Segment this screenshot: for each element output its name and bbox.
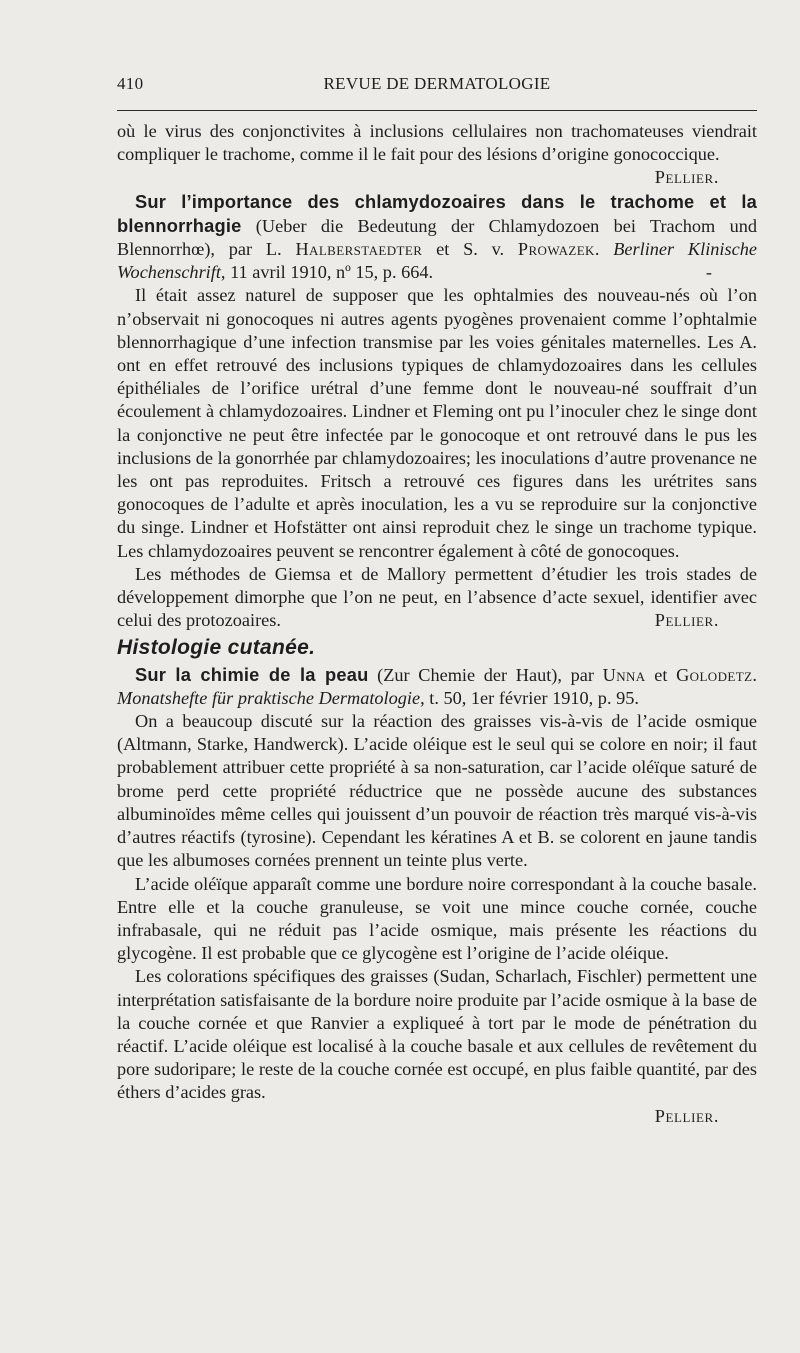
article2-and: et [645,664,677,685]
article2-signature: Pellier. [654,1105,719,1126]
page-body [117,120,757,1128]
header-rule [117,110,757,111]
article2-paragraph1: On a beaucoup discuté sur la réaction des graisses vis-à-vis de l’acide osmique (Altmann, Starke, Handwerck). L’acide oléique est le seul qui se colore en noir; il faut probablement attribuer cette propriété à sa non-saturation, car l’acide oléïque saturé de brome perd cette propriété réductrice que ne possède aucune des substances albuminoïdes même celles qui jouissent d’un pouvoir de réaction très marqué vis-à-vis d’autres réactifs (tyrosine). Cependant les kératines A et B. se colorent en jaune tandis que les albumoses cornées prennent un teinte plus verte. [117,711,757,871]
section-heading: Histologie cutanée. [117,636,316,660]
article2-title-german: (Zur Chemie der Haut), par [368,664,603,685]
article1-citation: , 11 avril 1910, nº 15, p. 664. [220,262,434,283]
article1-and: et S. v. [422,239,518,260]
article2-paragraph2: L’acide oléïque apparaît comme une bordure noire correspondant à la couche basale. Entre elle et la couche granuleuse, se voit une mince couche cornée, couche infrabasale, qui ne réduit pas l’acide osmique, mais présente les réactions du glycogène. Il est probable que ce glycogène est l’origine de l’acide oléique. [117,873,757,964]
article2-title-bold: Sur la chimie de la peau [135,663,369,685]
article1-paragraph2: Les méthodes de Giemsa et de Mallory permettent d’étudier les trois stades de développement dimorphe que l’on ne peut, en l’absence d’acte sexuel, identifier avec celui des protozoaires. [117,563,757,631]
running-header [117,74,757,98]
article2-sep: . [752,664,757,685]
article1-paragraph1: Il était assez naturel de supposer que les ophtalmies des nouveau-nés où l’on n’observait ni gonocoques ni autres agents pyogènes provenaient comme l’ophtalmie blennorrhagique d’une infection transmise par les voies génitales maternelles. Les A. ont en effet retrouvé des inclusions typiques de chlamydozoaires dans les cellules épithéliales de l’orifice urétral d’une femme dont le nouveau-né souffrait d’un écoulement à chlamydozoaires. Lindner et Fleming ont pu l’inoculer chez le singe dont la conjonctive ne peut être infectée par le gonocoque et ont retrouvé dans le pus les inclusions de la gonorrhée par chlamydozoaires; les inoculations d’autre provenance ne les ont pas reproduites. Fritsch a retrouvé ces figures dans les urétrites sans gonocoques de l’adulte et après inoculation, les a vu se reproduire sur la conjonctive du singe. Lindner et Hofstätter ont ainsi reproduit chez le singe un trachome typique. Les chlamydozoaires peuvent se rencontrer également à côté de gonocoques. [117,285,757,561]
intro-signature: Pellier. [654,167,719,188]
article1-signature: Pellier. [654,610,719,631]
intro-paragraph [117,120,757,190]
article1-journal: Berliner Klinische Wochenschrift [117,239,757,283]
article1-title-bold: Sur l’importance des chlamydozoaires dans le trachome et la blennorrhagie [117,190,757,236]
article1-mark: - [705,262,712,283]
article2-author1: Unna [602,664,646,685]
page-number: 410 [117,74,144,93]
article1-title [117,190,757,285]
article1-sep: . [594,239,614,260]
journal-title: REVUE DE DERMATOLOGIE [323,74,551,93]
article1-author1: Halberstaedter [295,239,423,260]
article2-title [117,663,757,710]
article2-paragraph3: Les colorations spécifiques des graisses (Sudan, Scharlach, Fischler) permettent une interprétation satisfaisante de la bordure noire produite par l’acide osmique à la base de la couche cornée et que Ranvier a expliqueé à tort par le mode de pénétration du réactif. L’acide oléique est localisé à la couche basale et aux cellules de revêtement du pore sudoripare; le reste de la couche cornée est occupé, en plus faible quantité, par des éthers d’acides gras. [117,966,757,1103]
article2-author2: Golodetz [676,664,753,685]
article1-author2: Prowazek [517,239,595,260]
article1-paragraph2-block [117,563,757,633]
article2-journal: Monatshefte für praktische Dermatologie [117,687,421,708]
intro-text: où le virus des conjonctivites à inclusions cellulaires non trachomateuses viendrait compliquer le trachome, comme il le fait pour des lésions d’origine gonococcique. [117,121,757,165]
article1-title-german: (Ueber die Bedeutung der Chlamydozoen bei Trachom und Blennorrhœ), par L. [117,215,757,260]
article2-citation: , t. 50, 1er février 1910, p. 95. [420,687,639,708]
